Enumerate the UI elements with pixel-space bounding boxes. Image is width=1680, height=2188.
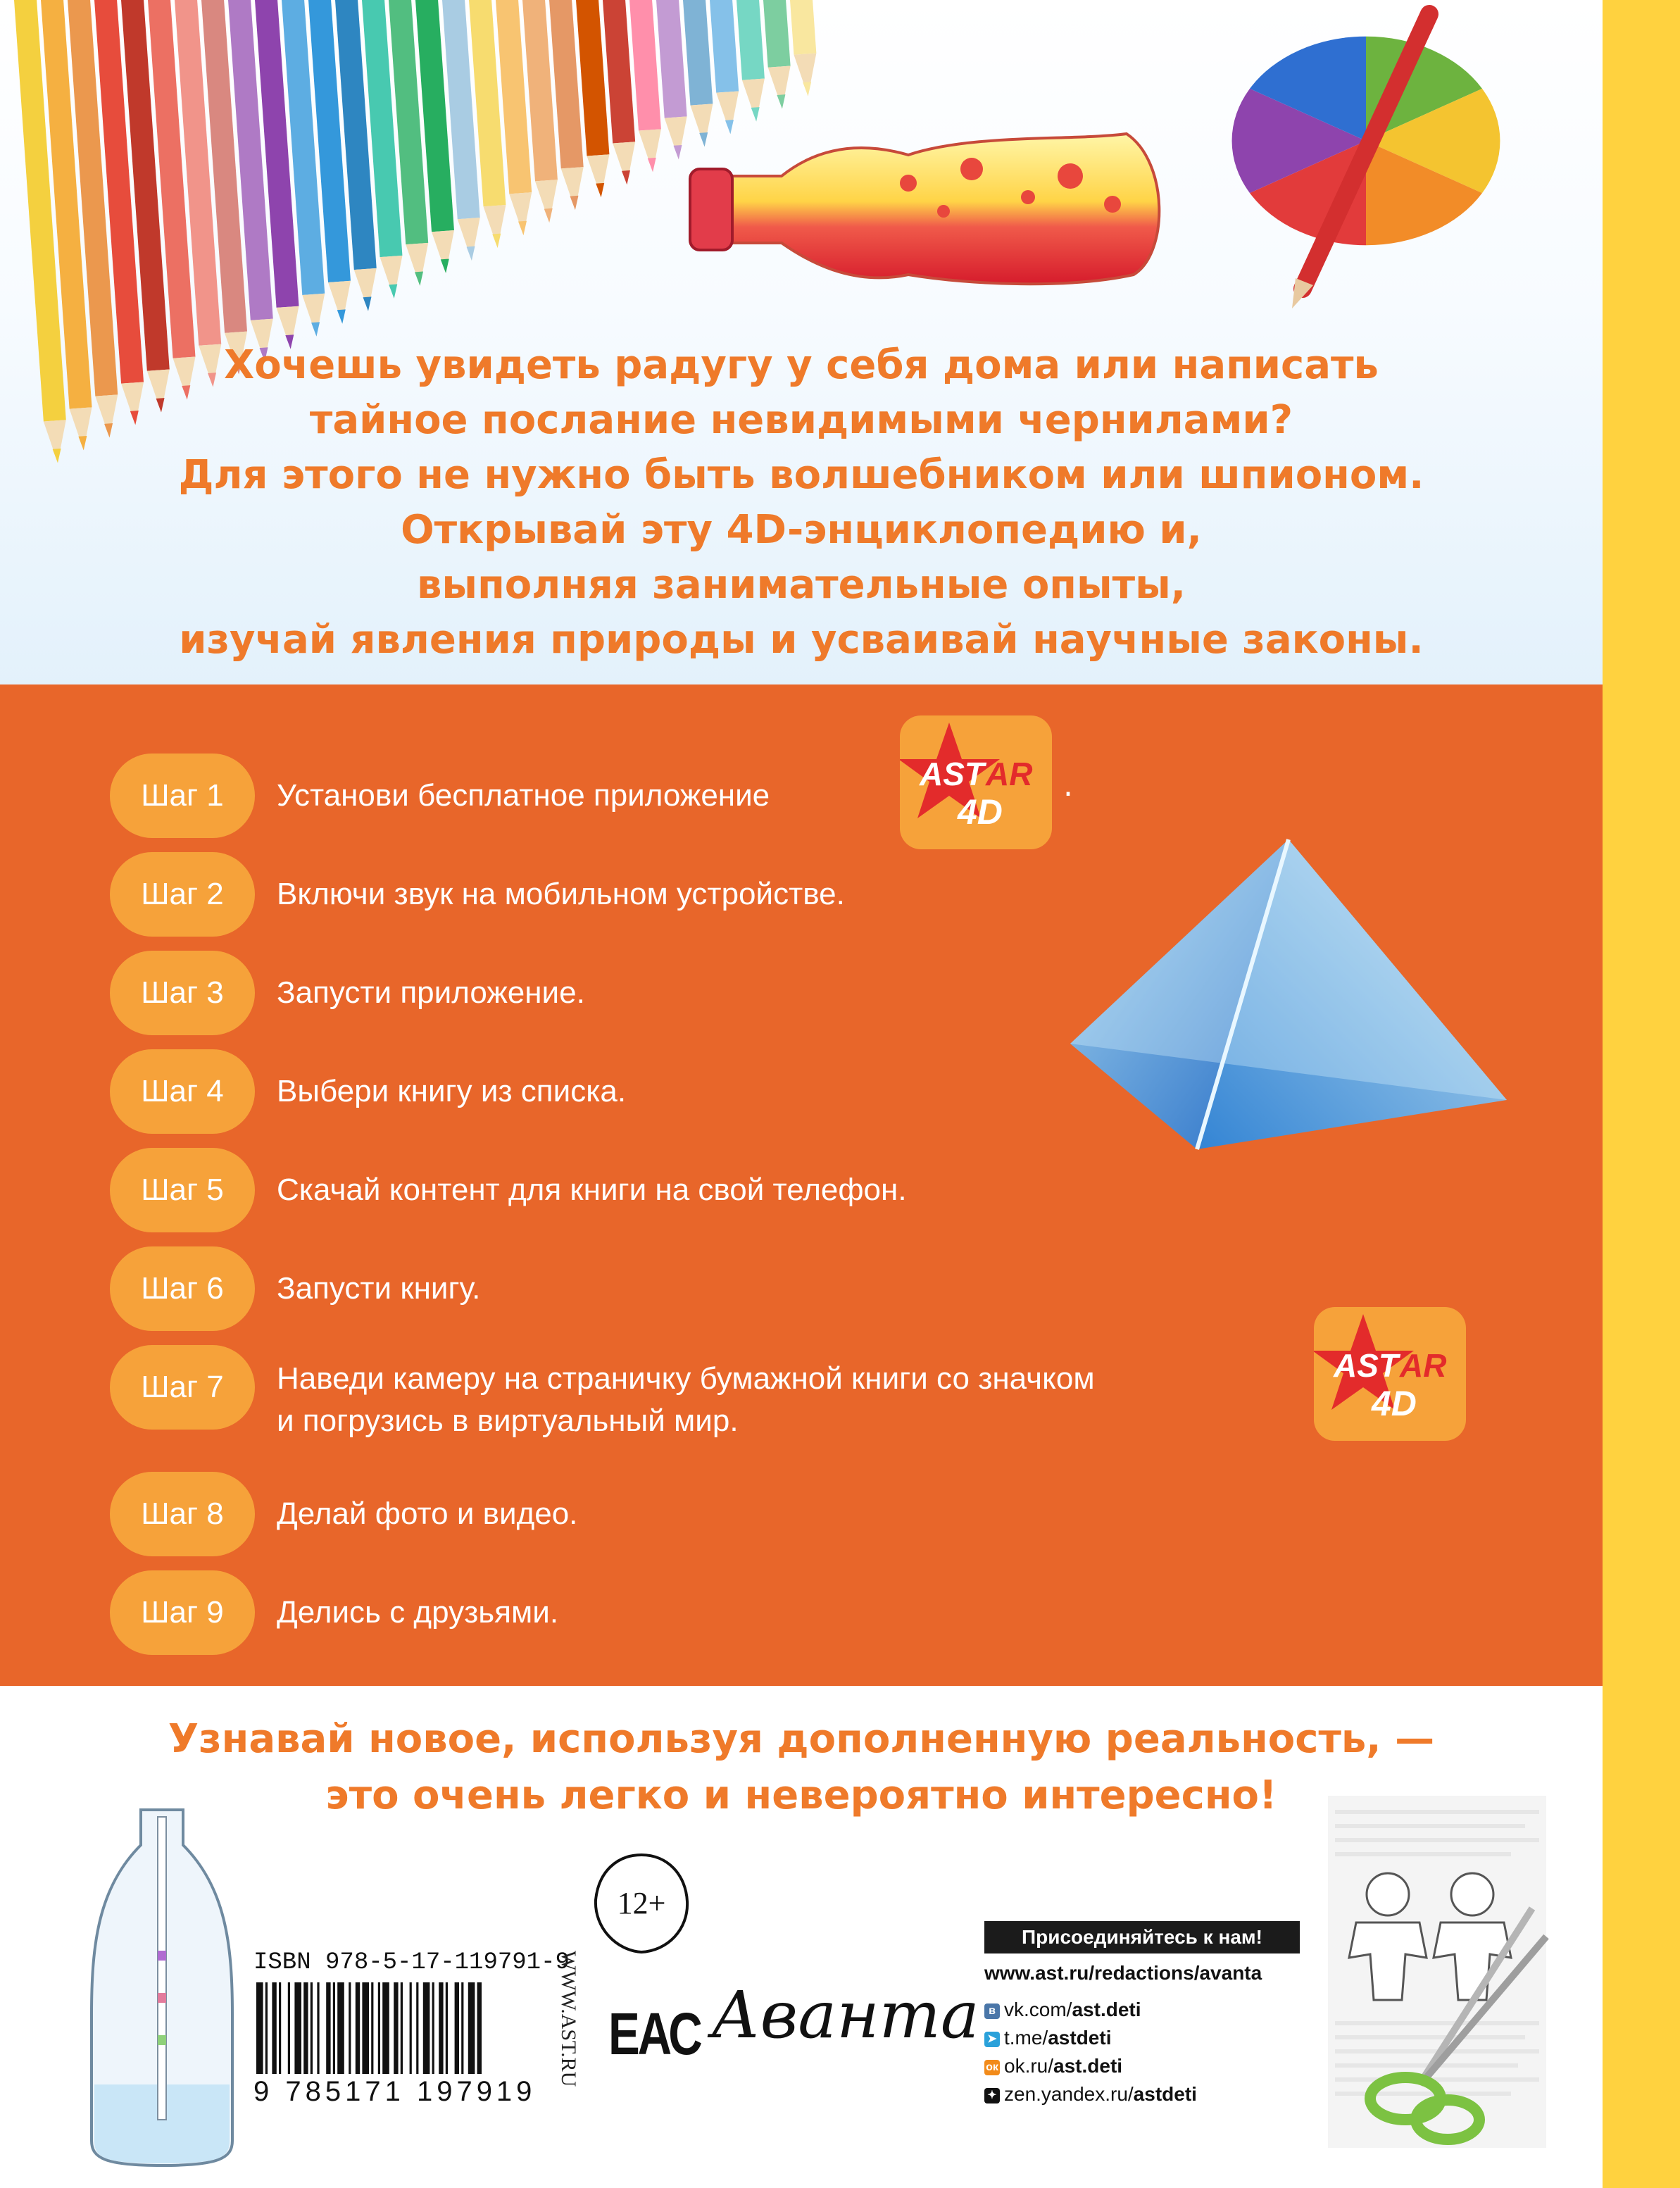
social-link-handle: ast.deti xyxy=(1053,2055,1123,2077)
step-text: Включи звук на мобильном устройстве. xyxy=(277,877,845,911)
badge-word-ar: AR xyxy=(986,756,1033,792)
step-text: Делай фото и видео. xyxy=(277,1496,578,1531)
intro-line: изучай явления природы и усваивай научные законы. xyxy=(179,617,1424,663)
badge-word-ar: AR xyxy=(1400,1347,1447,1384)
step-8 xyxy=(0,1472,1603,1556)
step-label: Шаг 1 xyxy=(110,754,255,838)
steps-panel xyxy=(0,684,1603,1686)
zen-icon: ✦ xyxy=(984,2088,1000,2103)
step-label: Шаг 7 xyxy=(110,1345,255,1430)
step-label: Шаг 2 xyxy=(110,852,255,937)
step-label: Шаг 6 xyxy=(110,1246,255,1331)
step-text: Делись с друзьями. xyxy=(277,1595,559,1630)
social-link-vk[interactable] xyxy=(984,1996,1141,2024)
astar-4d-app-badge xyxy=(1314,1307,1466,1441)
social-link-ok[interactable] xyxy=(984,2052,1122,2080)
step-label: Шаг 3 xyxy=(110,951,255,1035)
social-link-telegram[interactable] xyxy=(984,2024,1111,2052)
join-us-banner: Присоединяйтесь к нам! xyxy=(984,1921,1300,1953)
bottle-with-straw-illustration xyxy=(84,1803,239,2169)
side-color-strip xyxy=(1603,0,1680,2188)
odnoklassniki-icon: ок xyxy=(984,2060,1000,2075)
colored-pencil xyxy=(709,0,742,135)
step-text-line: и погрузись в виртуальный мир. xyxy=(277,1404,739,1438)
intro-line: тайное послание невидимыми чернилами? xyxy=(309,397,1293,443)
intro-line: выполняя занимательные опыты, xyxy=(416,562,1186,608)
step-text: Установи бесплатное приложение xyxy=(277,778,770,813)
step-label: Шаг 9 xyxy=(110,1570,255,1655)
step-1 xyxy=(0,754,1603,838)
glass-pyramid-illustration xyxy=(1056,832,1521,1163)
color-wheel-spinner-illustration xyxy=(1225,0,1507,310)
step-label: Шаг 5 xyxy=(110,1148,255,1232)
step-text xyxy=(277,1345,1095,1442)
age-rating: 12+ xyxy=(617,1886,666,1920)
social-link-handle: astdeti xyxy=(1133,2083,1197,2105)
barcode-digits: 9 785171 197919 xyxy=(253,2076,537,2107)
social-link-prefix: zen.yandex.ru/ xyxy=(1004,2083,1134,2105)
astar-4d-app-badge xyxy=(900,715,1052,849)
social-link-prefix: t.me/ xyxy=(1004,2027,1048,2049)
colored-pencil xyxy=(736,0,767,123)
social-link-prefix: ok.ru/ xyxy=(1004,2055,1054,2077)
paper-dolls-scissors-illustration xyxy=(1321,1789,1553,2155)
step-text: Скачай контент для книги на свой телефон. xyxy=(277,1173,907,1207)
outro-line: это очень легко и невероятно интересно! xyxy=(325,1773,1277,1818)
step-label: Шаг 8 xyxy=(110,1472,255,1556)
telegram-icon: ➤ xyxy=(984,2032,1000,2047)
social-link-zen[interactable] xyxy=(984,2080,1197,2108)
badge-word-ast: AST xyxy=(1334,1347,1398,1384)
step-text: Запусти книгу. xyxy=(277,1271,481,1306)
colored-pencil xyxy=(789,0,820,97)
step-text: Выбери книгу из списка. xyxy=(277,1074,627,1108)
isbn-number: ISBN 978-5-17-119791-9 xyxy=(253,1949,570,1976)
step-text-line: Наведи камеру на страничку бумажной книги со значком xyxy=(277,1361,1095,1396)
badge-word-4d: 4D xyxy=(958,792,1003,832)
social-link-handle: ast.deti xyxy=(1072,1999,1141,2020)
social-link-prefix: vk.com/ xyxy=(1004,1999,1072,2020)
publisher-url[interactable]: www.ast.ru/redactions/avanta xyxy=(984,1962,1262,1984)
step-suffix: . xyxy=(1063,768,1073,804)
eac-certification-mark: ЕАС xyxy=(608,2001,701,2067)
step-9 xyxy=(0,1570,1603,1655)
step-label: Шаг 4 xyxy=(110,1049,255,1134)
outro-line: Узнавай новое, используя дополненную реальность, — xyxy=(168,1716,1435,1762)
colored-pencil xyxy=(763,0,794,110)
barcode xyxy=(256,1982,538,2074)
vk-icon: в xyxy=(984,2003,1000,2019)
social-link-handle: astdeti xyxy=(1048,2027,1112,2049)
intro-paragraph xyxy=(0,338,1603,668)
intro-line: Для этого не нужно быть волшебником или шпионом. xyxy=(178,452,1424,498)
step-text: Запусти приложение. xyxy=(277,975,585,1010)
badge-word-ast: AST xyxy=(920,756,984,792)
avanta-publisher-logo: Аванта xyxy=(711,1977,979,2053)
intro-line: Хочешь увидеть радугу у себя дома или написать xyxy=(224,342,1379,388)
lava-lamp-bottle-illustration xyxy=(676,120,1211,303)
badge-word-4d: 4D xyxy=(1372,1384,1417,1423)
intro-line: Открывай эту 4D-энциклопедию и, xyxy=(401,507,1202,553)
publisher-site-vertical: WWW.AST.RU xyxy=(557,1951,580,2087)
